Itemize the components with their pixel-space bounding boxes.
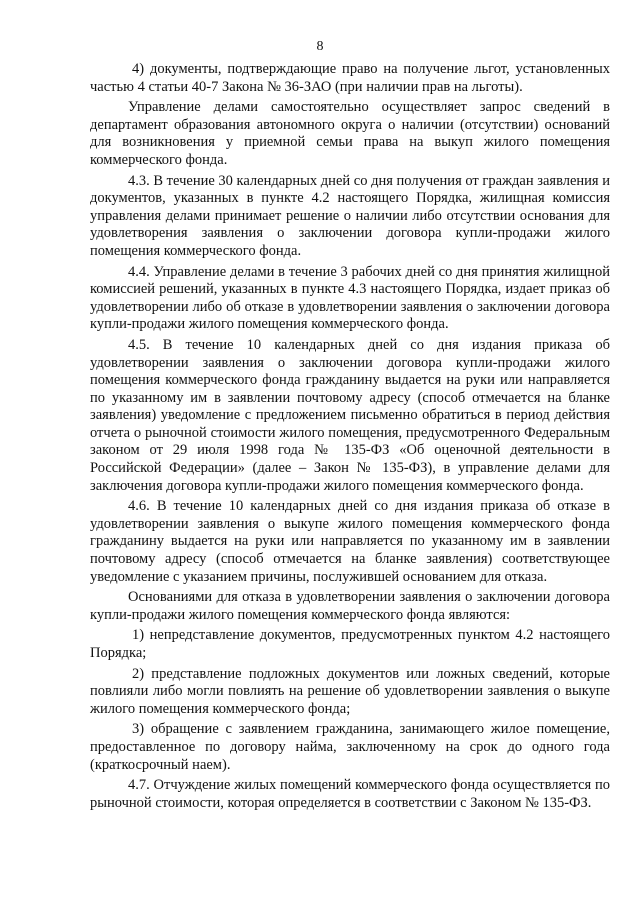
paragraph-refusal-item-2: 2) представление подложных документов или ложных сведений, которые повлияли либо могли повлиять на решение об удовлетворении заявления о выкупе жилого помещения коммерческого фонда;	[90, 665, 610, 717]
paragraph-4-4: 4.4. Управление делами в течение 3 рабочих дней со дня принятия жилищной комиссией решений, указанных в пункте 4.3 настоящего Порядка, издает приказ об удовлетворении либо об отказе в удовлетворении заявления о заключении договора купли-продажи жилого помещения коммерческого фонда.	[90, 263, 610, 333]
paragraph-4-5: 4.5. В течение 10 календарных дней со дня издания приказа об удовлетворении заявления о заключении договора купли-продажи жилого помещения коммерческого фонда гражданину выдается на руки или направляется по указанному им в заявлении почтовому адресу (способ отмечается на бланке заявления) уведомление с предложением письменно обратиться в период действия отчета о рыночной стоимости жилого помещения, предусмотренного Федеральным законом от 29 июля 1998 года № 135-ФЗ «Об оценочной деятельности в Российской Федерации» (далее – Закон № 135-ФЗ), в управление делами для заключения договора купли-продажи жилого помещения коммерческого фонда.	[90, 336, 610, 494]
paragraph-documents-item-4: 4) документы, подтверждающие право на получение льгот, установленных частью 4 статьи 40-7 Закона № 36-ЗАО (при наличии прав на льготы).	[90, 61, 610, 95]
paragraph-4-3: 4.3. В течение 30 календарных дней со дня получения от граждан заявления и документов, указанных в пункте 4.2 настоящего Порядка, жилищная комиссия управления делами принимает решение о наличии либо отсутствии основания для удовлетворения заявления о заключении договора купли-продажи жилого помещения коммерческого фонда.	[90, 172, 610, 259]
paragraph-refusal-grounds: Основаниями для отказа в удовлетворении заявления о заключении договора купли-продажи жилого помещения коммерческого фонда являются:	[90, 589, 610, 623]
page-number: 8	[316, 39, 324, 54]
paragraph-refusal-item-1: 1) непредставление документов, предусмотренных пунктом 4.2 настоящего Порядка;	[90, 627, 610, 661]
paragraph-4-6: 4.6. В течение 10 календарных дней со дня издания приказа об отказе в удовлетворении заявления о выкупе жилого помещения коммерческого фонда гражданину выдается на руки или направляется по указанному им в заявлении почтовому адресу (способ отмечается на бланке заявления) соответствующее уведомление с указанием причины, послужившей основанием для отказа.	[90, 498, 610, 585]
paragraph-4-7: 4.7. Отчуждение жилых помещений коммерческого фонда осуществляется по рыночной стоимости, которая определяется в соответствии с Законом № 135-ФЗ.	[90, 777, 610, 811]
paragraph-refusal-item-3: 3) обращение с заявлением гражданина, занимающего жилое помещение, предоставленное по договору найма, заключенному на срок до одного года (краткосрочный наем).	[90, 721, 610, 773]
document-body	[90, 61, 610, 815]
paragraph-request-information: Управление делами самостоятельно осуществляет запрос сведений в департамент образования автономного округа о наличии (отсутствии) оснований для возникновения у приемной семьи права на выкуп жилого помещения коммерческого фонда.	[90, 99, 610, 168]
